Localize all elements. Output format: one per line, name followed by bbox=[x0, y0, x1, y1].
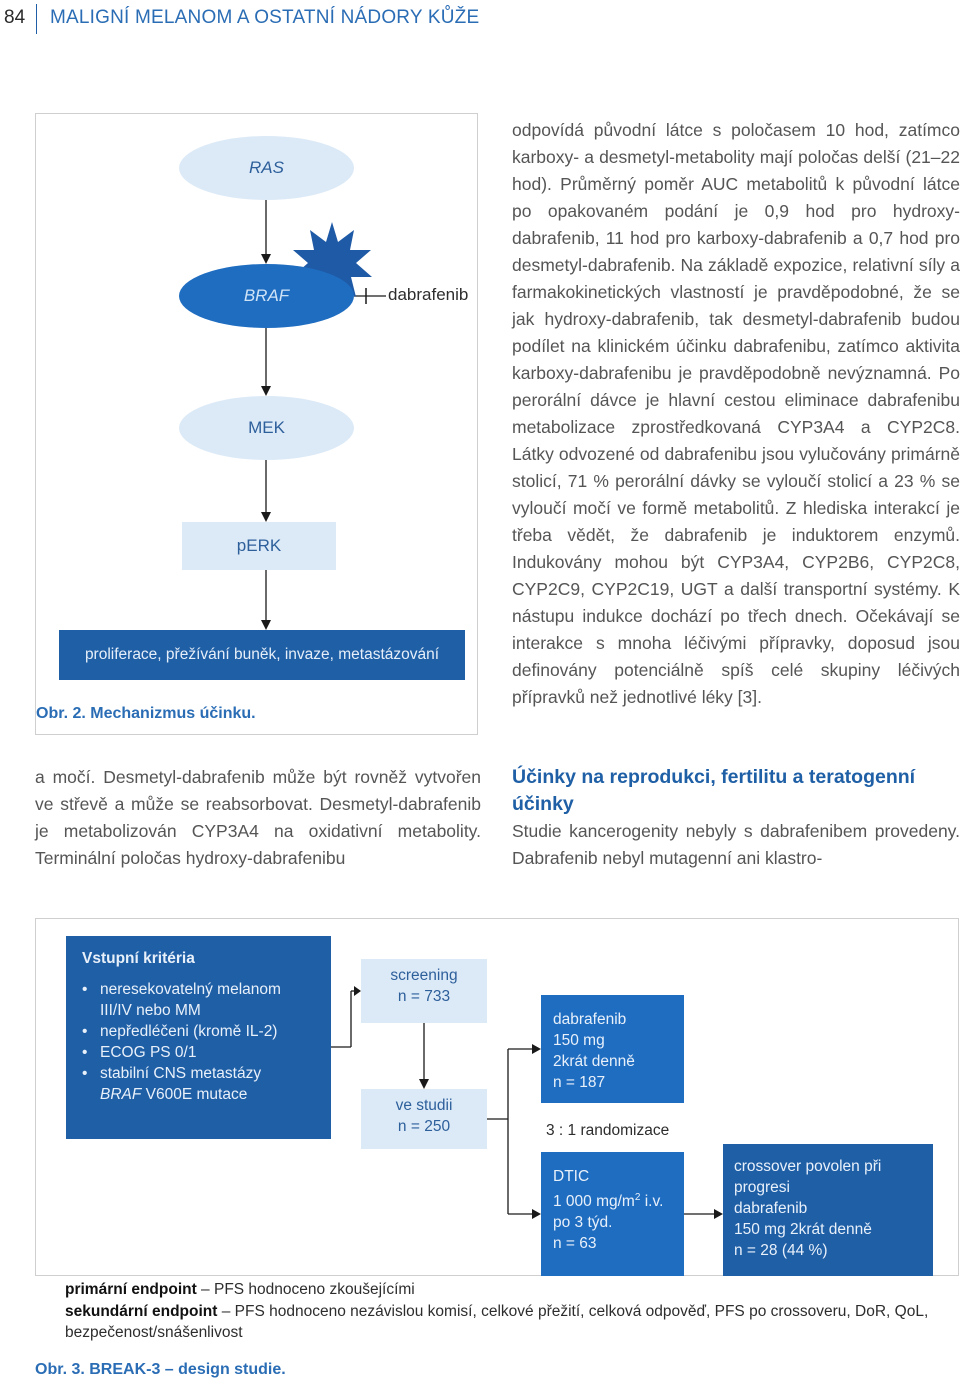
crossover-count: n = 28 (44 %) bbox=[734, 1242, 828, 1259]
crossover-title: crossover povolen při progresi bbox=[734, 1158, 882, 1196]
node-outcome: proliferace, přežívání buněk, invaze, metastázování bbox=[59, 630, 465, 680]
figure-2-caption-text: Mechanizmus účinku. bbox=[90, 705, 256, 722]
secondary-endpoint: sekundární endpoint – PFS hodnoceno nezávislou komisí, celkové přežití, celková odpověď, PFS po crossoveru, DoR, QoL, bezpečenost/snášenlivost bbox=[65, 1302, 929, 1341]
arrowhead-mek-perk bbox=[261, 512, 271, 522]
randomization-label: 3 : 1 randomizace bbox=[546, 1122, 670, 1139]
arm-count: n = 187 bbox=[553, 1074, 606, 1091]
crossover-box bbox=[723, 1144, 933, 1276]
arrowhead-ras-braf bbox=[261, 254, 271, 264]
figure-3-study-design bbox=[35, 918, 959, 1276]
node-mek: MEK bbox=[179, 396, 354, 460]
node-ras: RAS bbox=[179, 136, 354, 200]
section-heading: Účinky na reprodukci, fertilitu a teratogenní účinky bbox=[512, 766, 916, 815]
inclusion-criteria-box bbox=[66, 936, 331, 1139]
crossover-drug: dabrafenib bbox=[734, 1200, 808, 1217]
node-perk: pERK bbox=[182, 522, 336, 570]
inhibitor-label: dabrafenib bbox=[388, 285, 469, 304]
enrolled-box bbox=[361, 1089, 487, 1149]
arm-frequency: 2krát denně bbox=[553, 1053, 635, 1070]
node-braf: BRAF bbox=[179, 264, 354, 328]
primary-endpoint: primární endpoint – PFS hodnoceno zkoušejícími bbox=[65, 1281, 415, 1298]
running-title: MALIGNÍ MELANOM A OSTATNÍ NÁDORY KŮŽE bbox=[50, 7, 480, 28]
list-item: III/IV nebo MM bbox=[100, 1002, 201, 1019]
arm-count: n = 63 bbox=[553, 1235, 597, 1253]
left-column-paragraph: a močí. Desmetyl-dabrafenib může být rovněž vytvořen ve střevě a může se reabsorbovat. Desmetyl-dabrafenib je metabolizován CYP3A4 na oxidativní metabolity. Terminální poločas hydroxy-dabrafenibu bbox=[35, 767, 481, 868]
mutation-label: V600E mutace bbox=[141, 1086, 248, 1103]
section-paragraph: Studie kancerogenity nebyly s dabrafenibem provedeny. Dabrafenib nebyl mutagenní ani klastro- bbox=[512, 821, 960, 868]
arm-drug: dabrafenib bbox=[553, 1011, 627, 1028]
page-number: 84 bbox=[4, 7, 26, 28]
list-item: • ECOG PS 0/1 bbox=[82, 1042, 315, 1063]
list-item: • nepředléčeni (kromě IL-2) bbox=[82, 1021, 315, 1042]
screening-box bbox=[361, 959, 487, 1023]
criteria-list bbox=[82, 979, 315, 1105]
arm-drug: DTIC bbox=[553, 1168, 590, 1185]
header-divider bbox=[36, 4, 37, 34]
figure-3-caption: Obr. 3. BREAK-3 – design studie. bbox=[35, 1361, 286, 1378]
criteria-title: Vstupní kritéria bbox=[82, 950, 195, 967]
endpoints bbox=[65, 1279, 945, 1344]
list-item bbox=[82, 1084, 315, 1105]
list-item: • neresekovatelný melanom bbox=[82, 979, 315, 1000]
right-column-paragraph: odpovídá původní látce s poločasem 10 hod, zatímco karboxy- a desmetyl-metabolity mají poločas delší (21–22 hod). Průměrný poměr AUC metabolitů k původní látce po opakovaném podání je 0,9 hod pro hydroxy-dabrafenib, 11 hod pro karboxy-dabrafenib a 0,7 hod pro desmetyl-dabrafenib. Na základě expozice, relativní síly a farmakokinetických vlastností je pravděpodobné, že se jak hydroxy-dabrafenib, tak desmetyl-dabrafenib budou podílet na klinickém účinku dabrafenibu, zatímco aktivita karboxy-dabrafenibu je pravděpodobně nevýznamná. Po perorální dávce je hlavní cestou eliminace dabrafenibu metabolizace zprostředkovaná CYP3A4 a CYP2C8. Látky odvozené od dabrafenibu jsou vylučovány primárně stolicí, 71 % perorální dávky se vyloučí stolicí a 23 % se vyloučí močí ve formě metabolitů. Z hlediska interakcí je třeba vědět, že dabrafenib je induktorem enzymů. Indukovány mohou být CYP3A4, CYP2B6, CYP2C8, CYP2C9, CYP2C19, UGT a další transportní systémy. K nástupu indukce dochází po třech dnech. Očekávají se interakce s mnoha léčivými přípravky, doposud jsou definovány potenciálně spíš celé skupiny léčivých přípravků než jednotlivé léky [3]. bbox=[512, 120, 960, 707]
arrowhead-perk-outcome bbox=[261, 620, 271, 630]
enrolled-count: n = 250 bbox=[397, 1118, 451, 1135]
dabrafenib-arm-box bbox=[541, 995, 684, 1103]
arrowhead-braf-mek bbox=[261, 386, 271, 396]
screening-label: screening bbox=[390, 967, 458, 984]
figure-2-caption bbox=[36, 705, 256, 723]
dtic-arm-box bbox=[541, 1152, 684, 1276]
arm-dose: 150 mg bbox=[553, 1032, 605, 1049]
arm-dose: 1 000 $mg/m^2$ i.v. bbox=[553, 1192, 664, 1211]
figure-2-mechanism bbox=[35, 113, 478, 735]
screening-count: n = 733 bbox=[397, 988, 451, 1005]
enrolled-label: ve studii bbox=[395, 1097, 453, 1114]
figure-2-caption-label: Obr. 2. bbox=[36, 705, 86, 722]
arm-frequency: po 3 týd. bbox=[553, 1214, 613, 1232]
list-item: • stabilní CNS metastázy bbox=[82, 1063, 315, 1084]
crossover-dose: 150 mg 2krát denně bbox=[734, 1221, 872, 1238]
braf-gene-label: BRAF bbox=[100, 1086, 142, 1103]
